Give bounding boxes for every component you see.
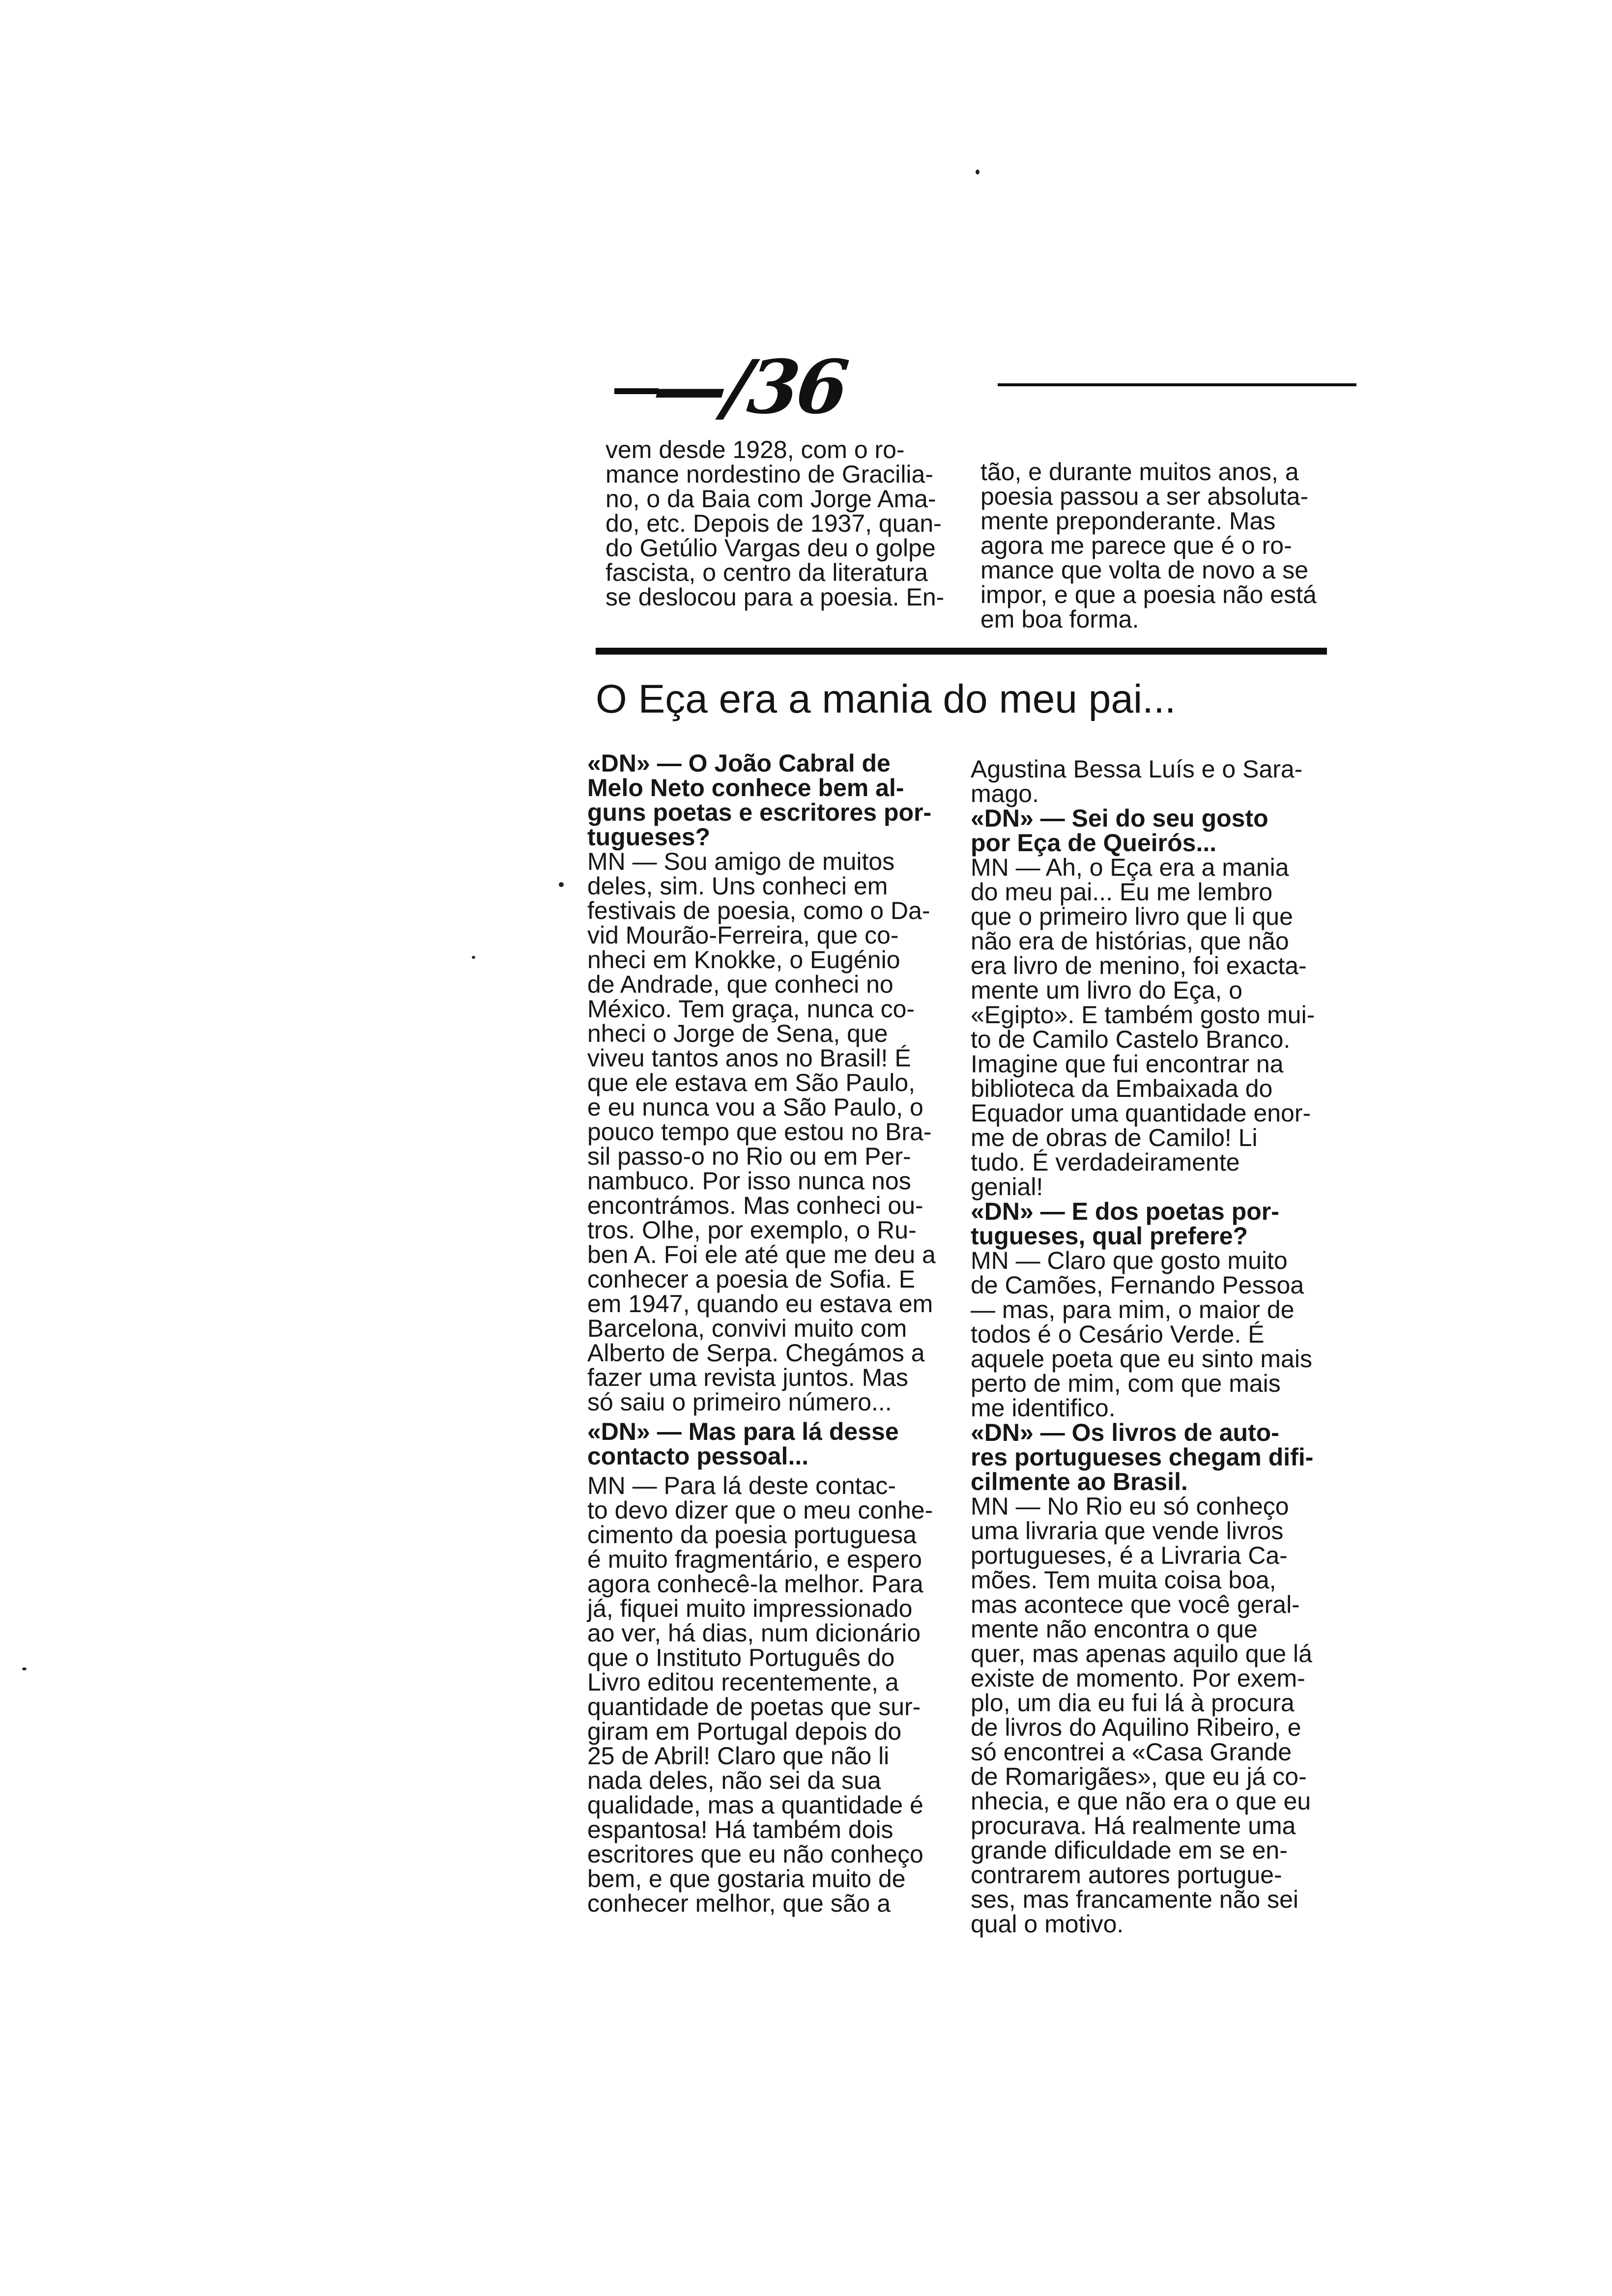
text-line: mente preponderante. Mas xyxy=(980,507,1276,535)
text-line: — mas, para mim, o maior de xyxy=(971,1296,1295,1323)
text-line: agora conhecê-la melhor. Para xyxy=(587,1570,923,1598)
text-line: só saiu o primeiro número... xyxy=(587,1388,892,1416)
interview-question-line: tugueses? xyxy=(587,823,711,851)
text-line: conhecer a poesia de Sofia. E xyxy=(587,1265,916,1293)
text-line: escritores que eu não conheço xyxy=(587,1840,923,1868)
top-left-column xyxy=(605,437,959,609)
text-line: pouco tempo que estou no Bra- xyxy=(587,1118,932,1146)
scan-speck xyxy=(22,1667,27,1670)
text-line: procurava. Há realmente uma xyxy=(971,1812,1296,1839)
text-line: qualidade, mas a quantidade é xyxy=(587,1791,923,1819)
text-line: to devo dizer que o meu conhe- xyxy=(587,1496,933,1524)
text-line: genial! xyxy=(971,1173,1043,1201)
text-line: de Romarigães», que eu já co- xyxy=(971,1763,1307,1790)
interview-question-line: tugueses, qual prefere? xyxy=(971,1222,1248,1250)
text-line: nheci o Jorge de Sena, que xyxy=(587,1020,888,1047)
text-line: vid Mourão-Ferreira, que co- xyxy=(587,921,899,949)
text-line: poesia passou a ser absoluta- xyxy=(980,483,1309,510)
page-number-mark: —/36 xyxy=(649,344,850,430)
text-line: to de Camilo Castelo Branco. xyxy=(971,1026,1291,1053)
text-line: Alberto de Serpa. Chegámos a xyxy=(587,1339,925,1367)
text-line: não era de histórias, que não xyxy=(971,927,1289,955)
text-line: Agustina Bessa Luís e o Sara- xyxy=(971,755,1303,783)
text-line: tão, e durante muitos anos, a xyxy=(980,458,1299,486)
text-line: em boa forma. xyxy=(980,605,1139,633)
text-line: plo, um dia eu fui lá à procura xyxy=(971,1689,1295,1717)
text-line: que ele estava em São Paulo, xyxy=(587,1069,916,1096)
text-line: de Andrade, que conheci no xyxy=(587,971,893,998)
text-line: MN — Ah, o Eça era a mania xyxy=(971,854,1289,881)
interview-question-line: res portugueses chegam difi- xyxy=(971,1443,1314,1471)
text-line: mente não encontra o que xyxy=(971,1615,1258,1643)
section-rule xyxy=(596,648,1327,655)
text-line: MN — Sou amigo de muitos xyxy=(587,848,895,875)
interview-question-line: «DN» — E dos poetas por- xyxy=(971,1198,1279,1225)
interview-question-line: «DN» — Sei do seu gosto xyxy=(971,804,1268,832)
text-line: MN — No Rio eu só conheço xyxy=(971,1492,1289,1520)
text-line: sil passo-o no Rio ou em Per- xyxy=(587,1143,911,1170)
text-line: Barcelona, convivi muito com xyxy=(587,1315,907,1342)
text-line: mago. xyxy=(971,780,1039,807)
text-line: festivais de poesia, como o Da- xyxy=(587,897,930,924)
scan-speck xyxy=(976,170,979,174)
text-line: perto de mim, com que mais xyxy=(971,1370,1281,1397)
text-line: conhecer melhor, que são a xyxy=(587,1890,891,1917)
text-line: giram em Portugal depois do xyxy=(587,1718,902,1745)
top-rule xyxy=(998,383,1356,386)
text-line: mões. Tem muita coisa boa, xyxy=(971,1566,1276,1594)
text-line: mente um livro do Eça, o xyxy=(971,976,1243,1004)
text-line: Livro editou recentemente, a xyxy=(587,1668,899,1696)
text-line: tudo. É verdadeiramente xyxy=(971,1148,1240,1176)
text-line: que o primeiro livro que li que xyxy=(971,903,1293,930)
interview-question-line: por Eça de Queirós... xyxy=(971,829,1217,857)
text-line: impor, e que a poesia não está xyxy=(980,581,1317,608)
text-line: e eu nunca vou a São Paulo, o xyxy=(587,1093,923,1121)
text-line: ben A. Foi ele até que me deu a xyxy=(587,1241,936,1268)
text-line: era livro de menino, foi exacta- xyxy=(971,952,1307,979)
text-line: mance que volta de novo a se xyxy=(980,556,1309,584)
text-line: nambuco. Por isso nunca nos xyxy=(587,1167,911,1195)
text-line: se deslocou para a poesia. En- xyxy=(605,583,945,611)
text-line: existe de momento. Por exem- xyxy=(971,1665,1305,1692)
text-line: tros. Olhe, por exemplo, o Ru- xyxy=(587,1216,917,1244)
text-line: fascista, o centro da literatura xyxy=(605,559,928,586)
text-line: 25 de Abril! Claro que não li xyxy=(587,1742,890,1770)
text-line: vem desde 1928, com o ro- xyxy=(605,436,905,463)
text-line: MN — Para lá deste contac- xyxy=(587,1472,896,1499)
text-line: biblioteca da Embaixada do xyxy=(971,1075,1273,1102)
text-line: aquele poeta que eu sinto mais xyxy=(971,1345,1312,1373)
interview-question-line: cilmente ao Brasil. xyxy=(971,1468,1188,1495)
interview-question-line: Melo Neto conhece bem al- xyxy=(587,774,904,802)
page-mark-dash xyxy=(614,388,659,394)
scan-speck xyxy=(559,882,564,887)
interview-question-line: «DN» — Os livros de auto- xyxy=(971,1419,1279,1446)
interview-question-line: guns poetas e escritores por- xyxy=(587,799,932,826)
text-line: portugueses, é a Livraria Ca- xyxy=(971,1542,1288,1569)
text-line: mas acontece que você geral- xyxy=(971,1591,1300,1618)
interview-question-line: contacto pessoal... xyxy=(587,1442,809,1470)
right-column xyxy=(971,757,1344,1936)
interview-question-line: «DN» — Mas para lá desse xyxy=(587,1418,899,1445)
left-column xyxy=(587,751,961,1916)
text-line: de Camões, Fernando Pessoa xyxy=(971,1271,1304,1299)
headline: O Eça era a mania do meu pai... xyxy=(596,677,1176,721)
text-line: quer, mas apenas aquilo que lá xyxy=(971,1640,1312,1667)
text-line: nada deles, não sei da sua xyxy=(587,1767,881,1794)
text-line: ao ver, há dias, num dicionário xyxy=(587,1619,921,1647)
text-line: me identifico. xyxy=(971,1394,1116,1422)
text-line: uma livraria que vende livros xyxy=(971,1517,1284,1545)
text-line: Equador uma quantidade enor- xyxy=(971,1099,1311,1127)
text-line: que o Instituto Português do xyxy=(587,1644,895,1671)
text-line: do, etc. Depois de 1937, quan- xyxy=(605,510,942,537)
text-line: «Egipto». E também gosto mui- xyxy=(971,1001,1315,1029)
text-line: cimento da poesia portuguesa xyxy=(587,1521,917,1549)
text-line: quantidade de poetas que sur- xyxy=(587,1693,921,1721)
text-line: de livros do Aquilino Ribeiro, e xyxy=(971,1714,1301,1741)
text-line: nheci em Knokke, o Eugénio xyxy=(587,946,900,974)
text-line: contrarem autores portugue- xyxy=(971,1861,1282,1889)
text-line: todos é o Cesário Verde. É xyxy=(971,1320,1265,1348)
text-line: Imagine que fui encontrar na xyxy=(971,1050,1284,1078)
text-line: bem, e que gostaria muito de xyxy=(587,1865,906,1893)
text-line: MN — Claro que gosto muito xyxy=(971,1247,1288,1274)
text-line: viveu tantos anos no Brasil! É xyxy=(587,1044,911,1072)
text-line: ses, mas francamente não sei xyxy=(971,1886,1298,1913)
text-line: encontrámos. Mas conheci ou- xyxy=(587,1192,923,1219)
top-right-column xyxy=(980,459,1334,631)
text-line: deles, sim. Uns conheci em xyxy=(587,872,888,900)
text-line: mance nordestino de Gracilia- xyxy=(605,460,933,488)
text-line: grande dificuldade em se en- xyxy=(971,1837,1288,1864)
text-line: me de obras de Camilo! Li xyxy=(971,1124,1258,1151)
text-line: já, fiquei muito impressionado xyxy=(587,1595,913,1622)
text-line: do Getúlio Vargas deu o golpe xyxy=(605,534,936,562)
text-line: só encontrei a «Casa Grande xyxy=(971,1738,1292,1766)
text-line: qual o motivo. xyxy=(971,1910,1124,1938)
text-line: México. Tem graça, nunca co- xyxy=(587,995,915,1023)
text-line: nhecia, e que não era o que eu xyxy=(971,1787,1311,1815)
text-line: do meu pai... Eu me lembro xyxy=(971,878,1273,906)
text-line: em 1947, quando eu estava em xyxy=(587,1290,933,1318)
text-line: fazer uma revista juntos. Mas xyxy=(587,1364,909,1391)
scan-speck xyxy=(472,956,475,959)
text-line: é muito fragmentário, e espero xyxy=(587,1546,922,1573)
text-line: agora me parece que é o ro- xyxy=(980,532,1292,559)
text-line: no, o da Baia com Jorge Ama- xyxy=(605,485,936,513)
interview-question-line: «DN» — O João Cabral de xyxy=(587,749,891,777)
text-line: espantosa! Há também dois xyxy=(587,1816,893,1843)
